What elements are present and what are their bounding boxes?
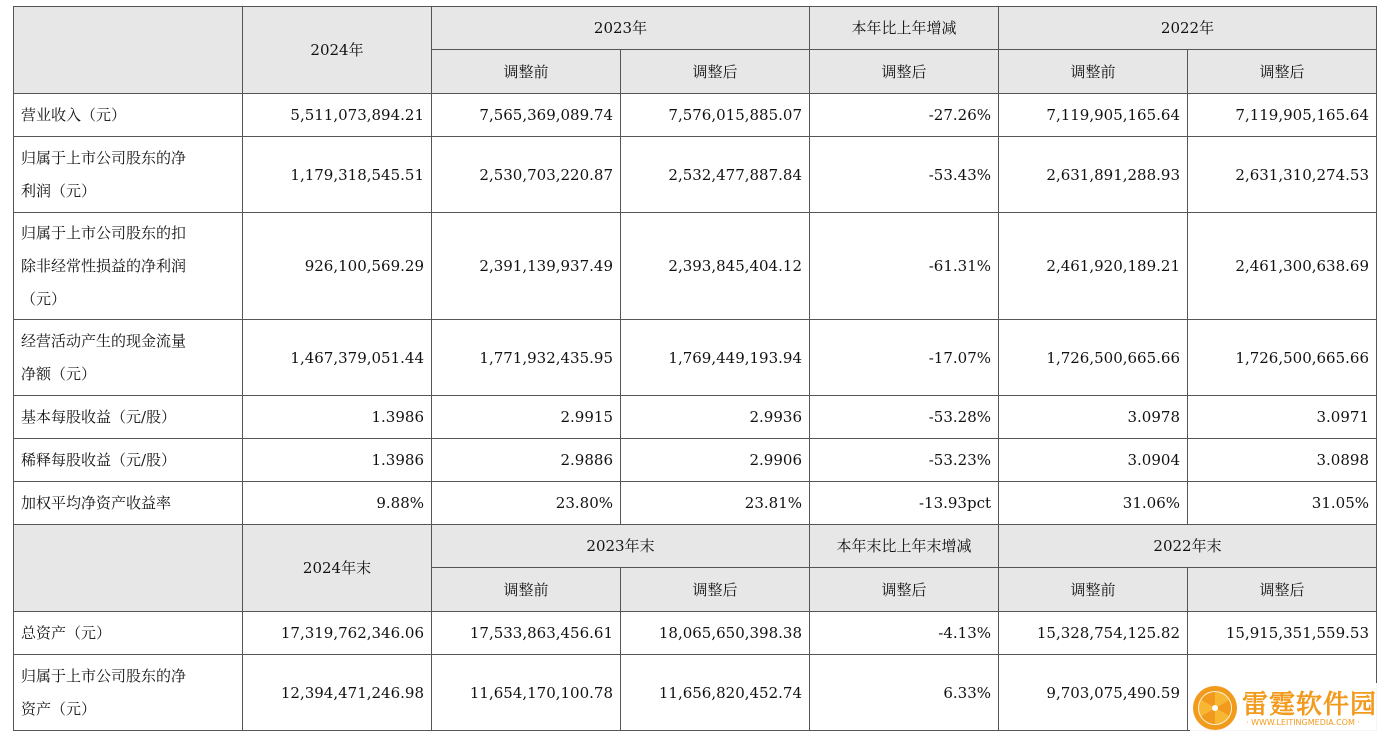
row-label-line: （元） — [21, 289, 67, 308]
watermark-title: 雷霆软件园 — [1242, 690, 1378, 720]
table-row — [14, 396, 1377, 439]
value-cell: 1,726,500,665.66 — [999, 320, 1188, 396]
header-cell-prior-year: 2023年末 — [432, 525, 810, 568]
financial-table — [13, 6, 1377, 731]
header-cell-prior-year: 2023年 — [432, 7, 810, 50]
value-cell: 17,533,863,456.61 — [432, 612, 621, 655]
value-cell: 31.06% — [999, 482, 1188, 525]
header-subcell: 调整后 — [1188, 50, 1377, 94]
row-label-cell — [14, 439, 243, 482]
value-cell: -13.93pct — [810, 482, 999, 525]
table-row — [14, 213, 1377, 320]
row-label-cell — [14, 655, 243, 731]
value-cell: 3.0978 — [999, 396, 1188, 439]
header-cell-two-years-prior: 2022年末 — [999, 525, 1377, 568]
value-cell: 6.33% — [810, 655, 999, 731]
header-subcell: 调整后 — [810, 568, 999, 612]
value-cell: 2,461,300,638.69 — [1188, 213, 1377, 320]
value-cell: 2,391,139,937.49 — [432, 213, 621, 320]
row-label-line: 经营活动产生的现金流量 — [21, 331, 187, 350]
value-cell: 1,726,500,665.66 — [1188, 320, 1377, 396]
value-cell: 9.88% — [243, 482, 432, 525]
row-label-cell — [14, 482, 243, 525]
header-row — [14, 7, 1377, 50]
orange-slice-icon — [1192, 685, 1238, 731]
value-cell: 7,576,015,885.07 — [621, 94, 810, 137]
value-cell: -53.23% — [810, 439, 999, 482]
row-label-cell — [14, 320, 243, 396]
value-cell: 15,915,351,559.53 — [1188, 612, 1377, 655]
row-label-line: 归属于上市公司股东的净 — [21, 148, 187, 167]
row-label-line: 除非经常性损益的净利润 — [21, 256, 187, 275]
value-cell: -53.28% — [810, 396, 999, 439]
row-label-line: 归属于上市公司股东的扣 — [21, 223, 187, 242]
header-corner-cell — [14, 525, 243, 612]
value-cell: 7,565,369,089.74 — [432, 94, 621, 137]
table-row — [14, 320, 1377, 396]
value-cell: 9,703,075,490.59 — [999, 655, 1188, 731]
watermark-url: · WWW.LEITINGMEDIA.COM · — [1246, 718, 1360, 727]
value-cell: 3.0971 — [1188, 396, 1377, 439]
value-cell: 11,656,820,452.74 — [621, 655, 810, 731]
value-cell: -53.43% — [810, 137, 999, 213]
value-cell: 2.9886 — [432, 439, 621, 482]
row-label-cell — [14, 213, 243, 320]
header-cell-current-year: 2024年 — [243, 7, 432, 94]
value-cell: 3.0904 — [999, 439, 1188, 482]
value-cell: 2,631,310,274.53 — [1188, 137, 1377, 213]
row-label-line: 基本每股收益（元/股） — [21, 407, 177, 426]
value-cell: 2,530,703,220.87 — [432, 137, 621, 213]
table-row — [14, 612, 1377, 655]
header-subcell: 调整后 — [621, 568, 810, 612]
row-label-line: 归属于上市公司股东的净 — [21, 666, 187, 685]
row-label-line: 营业收入（元） — [21, 105, 127, 124]
table-row — [14, 482, 1377, 525]
value-cell: 1.3986 — [243, 396, 432, 439]
row-label-line: 利润（元） — [21, 181, 97, 200]
value-cell: 3.0898 — [1188, 439, 1377, 482]
header-subcell: 调整前 — [999, 50, 1188, 94]
table-row — [14, 439, 1377, 482]
watermark-logo — [1190, 683, 1382, 733]
value-cell: 5,511,073,894.21 — [243, 94, 432, 137]
value-cell: 23.81% — [621, 482, 810, 525]
value-cell: 11,654,170,100.78 — [432, 655, 621, 731]
row-label-cell — [14, 94, 243, 137]
value-cell: 2.9906 — [621, 439, 810, 482]
row-label-line: 加权平均净资产收益率 — [21, 493, 172, 512]
row-label-cell — [14, 612, 243, 655]
value-cell: 1.3986 — [243, 439, 432, 482]
value-cell: 1,467,379,051.44 — [243, 320, 432, 396]
value-cell: 1,769,449,193.94 — [621, 320, 810, 396]
row-label-line: 净额（元） — [21, 364, 97, 383]
header-cell-current-year: 2024年末 — [243, 525, 432, 612]
value-cell: 31.05% — [1188, 482, 1377, 525]
value-cell: 12,394,471,246.98 — [243, 655, 432, 731]
header-corner-cell — [14, 7, 243, 94]
value-cell: 2,461,920,189.21 — [999, 213, 1188, 320]
value-cell: -27.26% — [810, 94, 999, 137]
value-cell: 15,328,754,125.82 — [999, 612, 1188, 655]
value-cell: -61.31% — [810, 213, 999, 320]
row-label-cell — [14, 137, 243, 213]
value-cell: -4.13% — [810, 612, 999, 655]
row-label-line: 总资产（元） — [21, 623, 112, 642]
value-cell: 7,119,905,165.64 — [1188, 94, 1377, 137]
value-cell: 926,100,569.29 — [243, 213, 432, 320]
header-subcell: 调整前 — [432, 50, 621, 94]
value-cell: 2.9936 — [621, 396, 810, 439]
header-cell-two-years-prior: 2022年 — [999, 7, 1377, 50]
row-label-line: 稀释每股收益（元/股） — [21, 450, 177, 469]
table-row — [14, 137, 1377, 213]
table-row — [14, 655, 1377, 731]
value-cell: -17.07% — [810, 320, 999, 396]
header-cell-change: 本年比上年增减 — [810, 7, 999, 50]
value-cell: 17,319,762,346.06 — [243, 612, 432, 655]
value-cell: 2,532,477,887.84 — [621, 137, 810, 213]
value-cell: 23.80% — [432, 482, 621, 525]
value-cell: 2,631,891,288.93 — [999, 137, 1188, 213]
row-label-cell — [14, 396, 243, 439]
header-subcell: 调整前 — [999, 568, 1188, 612]
header-subcell: 调整后 — [621, 50, 810, 94]
value-cell: 2.9915 — [432, 396, 621, 439]
header-row — [14, 525, 1377, 568]
value-cell: 1,771,932,435.95 — [432, 320, 621, 396]
header-subcell: 调整后 — [1188, 568, 1377, 612]
header-subcell: 调整前 — [432, 568, 621, 612]
table-row — [14, 94, 1377, 137]
value-cell: 18,065,650,398.38 — [621, 612, 810, 655]
header-cell-change: 本年末比上年末增减 — [810, 525, 999, 568]
header-subcell: 调整后 — [810, 50, 999, 94]
value-cell: 1,179,318,545.51 — [243, 137, 432, 213]
value-cell: 7,119,905,165.64 — [999, 94, 1188, 137]
row-label-line: 资产（元） — [21, 699, 97, 718]
value-cell: 2,393,845,404.12 — [621, 213, 810, 320]
